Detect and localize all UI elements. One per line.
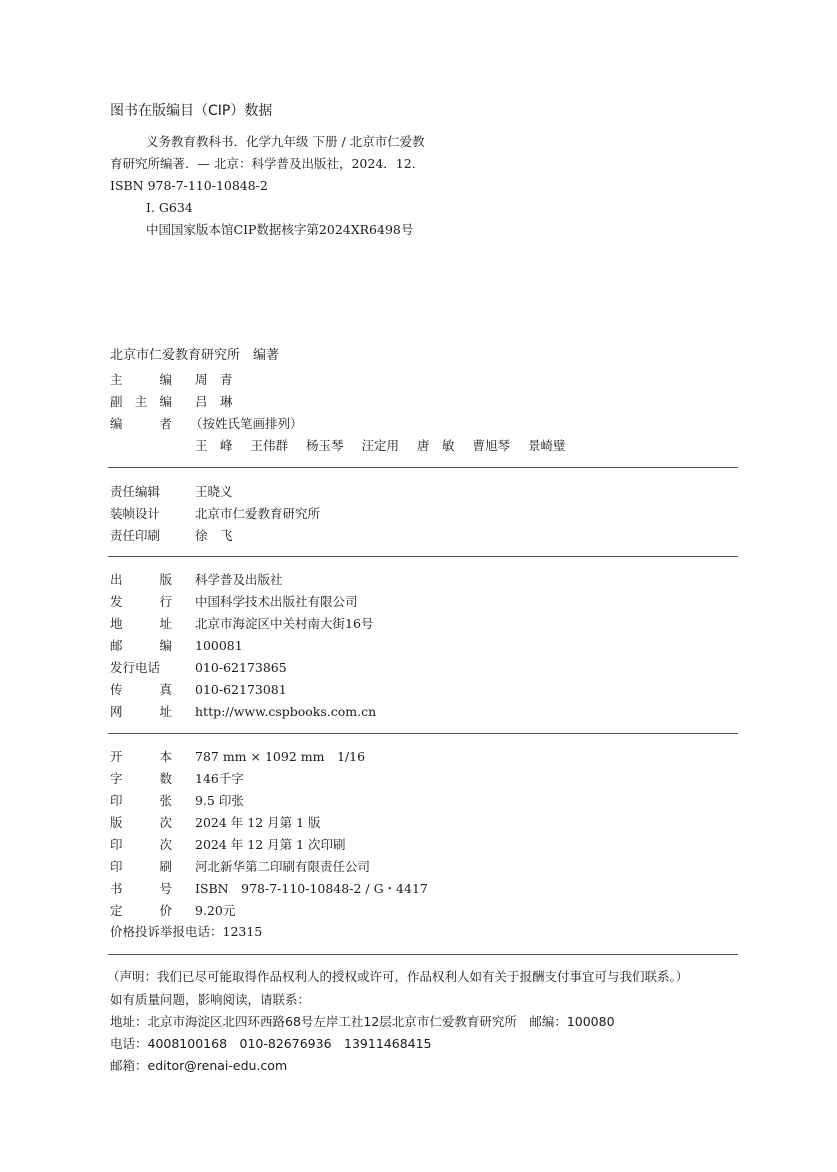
writer-name: 杨玉琴 <box>306 438 344 453</box>
sales-phone-label: 发行电话 <box>110 660 161 675</box>
responsibility-value: 北京市仁爱教育研究所 <box>195 506 321 521</box>
printer-label: 印 刷 <box>110 859 172 874</box>
responsibility-value: 徐 飞 <box>195 528 233 543</box>
cip-title: 图书在版编目（CIP）数据 <box>110 103 273 119</box>
writers-list <box>195 436 580 456</box>
divider <box>108 556 738 557</box>
cip-line-1: 义务教育教科书．化学九年级 下册 / 北京市仁爱教 <box>146 134 425 149</box>
website-value: http://www.cspbooks.com.cn <box>195 704 377 719</box>
writer-name: 景崎璧 <box>528 438 566 453</box>
fax-value: 010-62173081 <box>195 682 287 697</box>
book-number-value: ISBN 978-7-110-10848-2 / G・4417 <box>195 881 428 896</box>
address-label: 地 址 <box>110 616 172 631</box>
price-label: 定 价 <box>110 903 172 918</box>
format-label: 开 本 <box>110 749 172 764</box>
distributor-value: 中国科学技术出版社有限公司 <box>195 594 358 609</box>
divider <box>108 954 738 955</box>
writer-name: 曹旭琴 <box>472 438 511 453</box>
edition-label: 版 次 <box>110 815 172 830</box>
word-count-label: 字 数 <box>110 771 172 786</box>
chief-editor-value: 周 青 <box>195 372 233 387</box>
chief-editor-label: 主 编 <box>110 372 172 387</box>
deputy-editor-label: 副 主 编 <box>110 394 172 409</box>
writer-name: 王伟群 <box>250 438 289 453</box>
printing-value: 2024 年 12 月第 1 次印刷 <box>195 837 346 852</box>
address-value: 北京市海淀区中关村南大街16号 <box>195 616 374 631</box>
sheets-label: 印 张 <box>110 793 172 808</box>
printer-value: 河北新华第二印刷有限责任公司 <box>195 859 371 874</box>
quality-contact-intro: 如有质量问题，影响阅读，请联系： <box>110 992 311 1007</box>
fax-label: 传 真 <box>110 682 172 697</box>
contact-email: 邮箱：editor@renai-edu.com <box>110 1058 288 1073</box>
word-count-value: 146千字 <box>195 771 244 786</box>
format-value: 787 mm × 1092 mm 1/16 <box>195 749 366 764</box>
sheets-value: 9.5 印张 <box>195 793 244 808</box>
responsibility-label: 责任印刷 <box>110 528 161 543</box>
edition-value: 2024 年 12 月第 1 版 <box>195 815 321 830</box>
sales-phone-value: 010-62173865 <box>195 660 287 675</box>
deputy-editor-value: 吕 琳 <box>195 394 233 409</box>
contact-address: 地址：北京市海淀区北四环西路68号左岸工社12层北京市仁爱教育研究所 邮编：100080 <box>110 1014 615 1029</box>
book-number-label: 书 号 <box>110 881 172 896</box>
website-label: 网 址 <box>110 704 172 719</box>
divider <box>108 467 738 468</box>
editor-organization: 北京市仁爱教育研究所 编著 <box>110 348 280 363</box>
printing-label: 印 次 <box>110 837 172 852</box>
cip-record-number: 中国国家版本馆CIP数据核字第2024XR6498号 <box>146 222 414 237</box>
responsibility-label: 责任编辑 <box>110 484 161 499</box>
cip-isbn: ISBN 978-7-110-10848-2 <box>110 178 268 193</box>
responsibility-value: 王晓义 <box>195 484 233 499</box>
writer-name: 唐 敏 <box>417 438 455 453</box>
writers-label: 编 者 <box>110 416 172 431</box>
cip-classification: Ⅰ. G634 <box>146 200 193 215</box>
writers-note: （按姓氏笔画排列） <box>190 416 303 431</box>
distributor-label: 发 行 <box>110 594 172 609</box>
divider <box>108 733 738 734</box>
contact-phone: 电话：4008100168 010-82676936 13911468415 <box>110 1036 432 1051</box>
writer-name: 王 峰 <box>195 438 233 453</box>
cip-line-2: 育研究所编著．— 北京：科学普及出版社，2024．12． <box>110 156 425 171</box>
responsibility-label: 装帧设计 <box>110 506 161 521</box>
price-complaint-phone: 价格投诉举报电话：12315 <box>110 924 263 939</box>
postcode-value: 100081 <box>195 638 243 653</box>
copyright-statement: （声明：我们已尽可能取得作品权利人的授权或许可，作品权利人如有关于报酬支付事宜可与我们联系。） <box>107 969 689 984</box>
price-value: 9.20元 <box>195 903 236 918</box>
postcode-label: 邮 编 <box>110 638 172 653</box>
publisher-label: 出 版 <box>110 572 172 587</box>
publisher-value: 科学普及出版社 <box>195 572 283 587</box>
writer-name: 汪定用 <box>361 438 400 453</box>
